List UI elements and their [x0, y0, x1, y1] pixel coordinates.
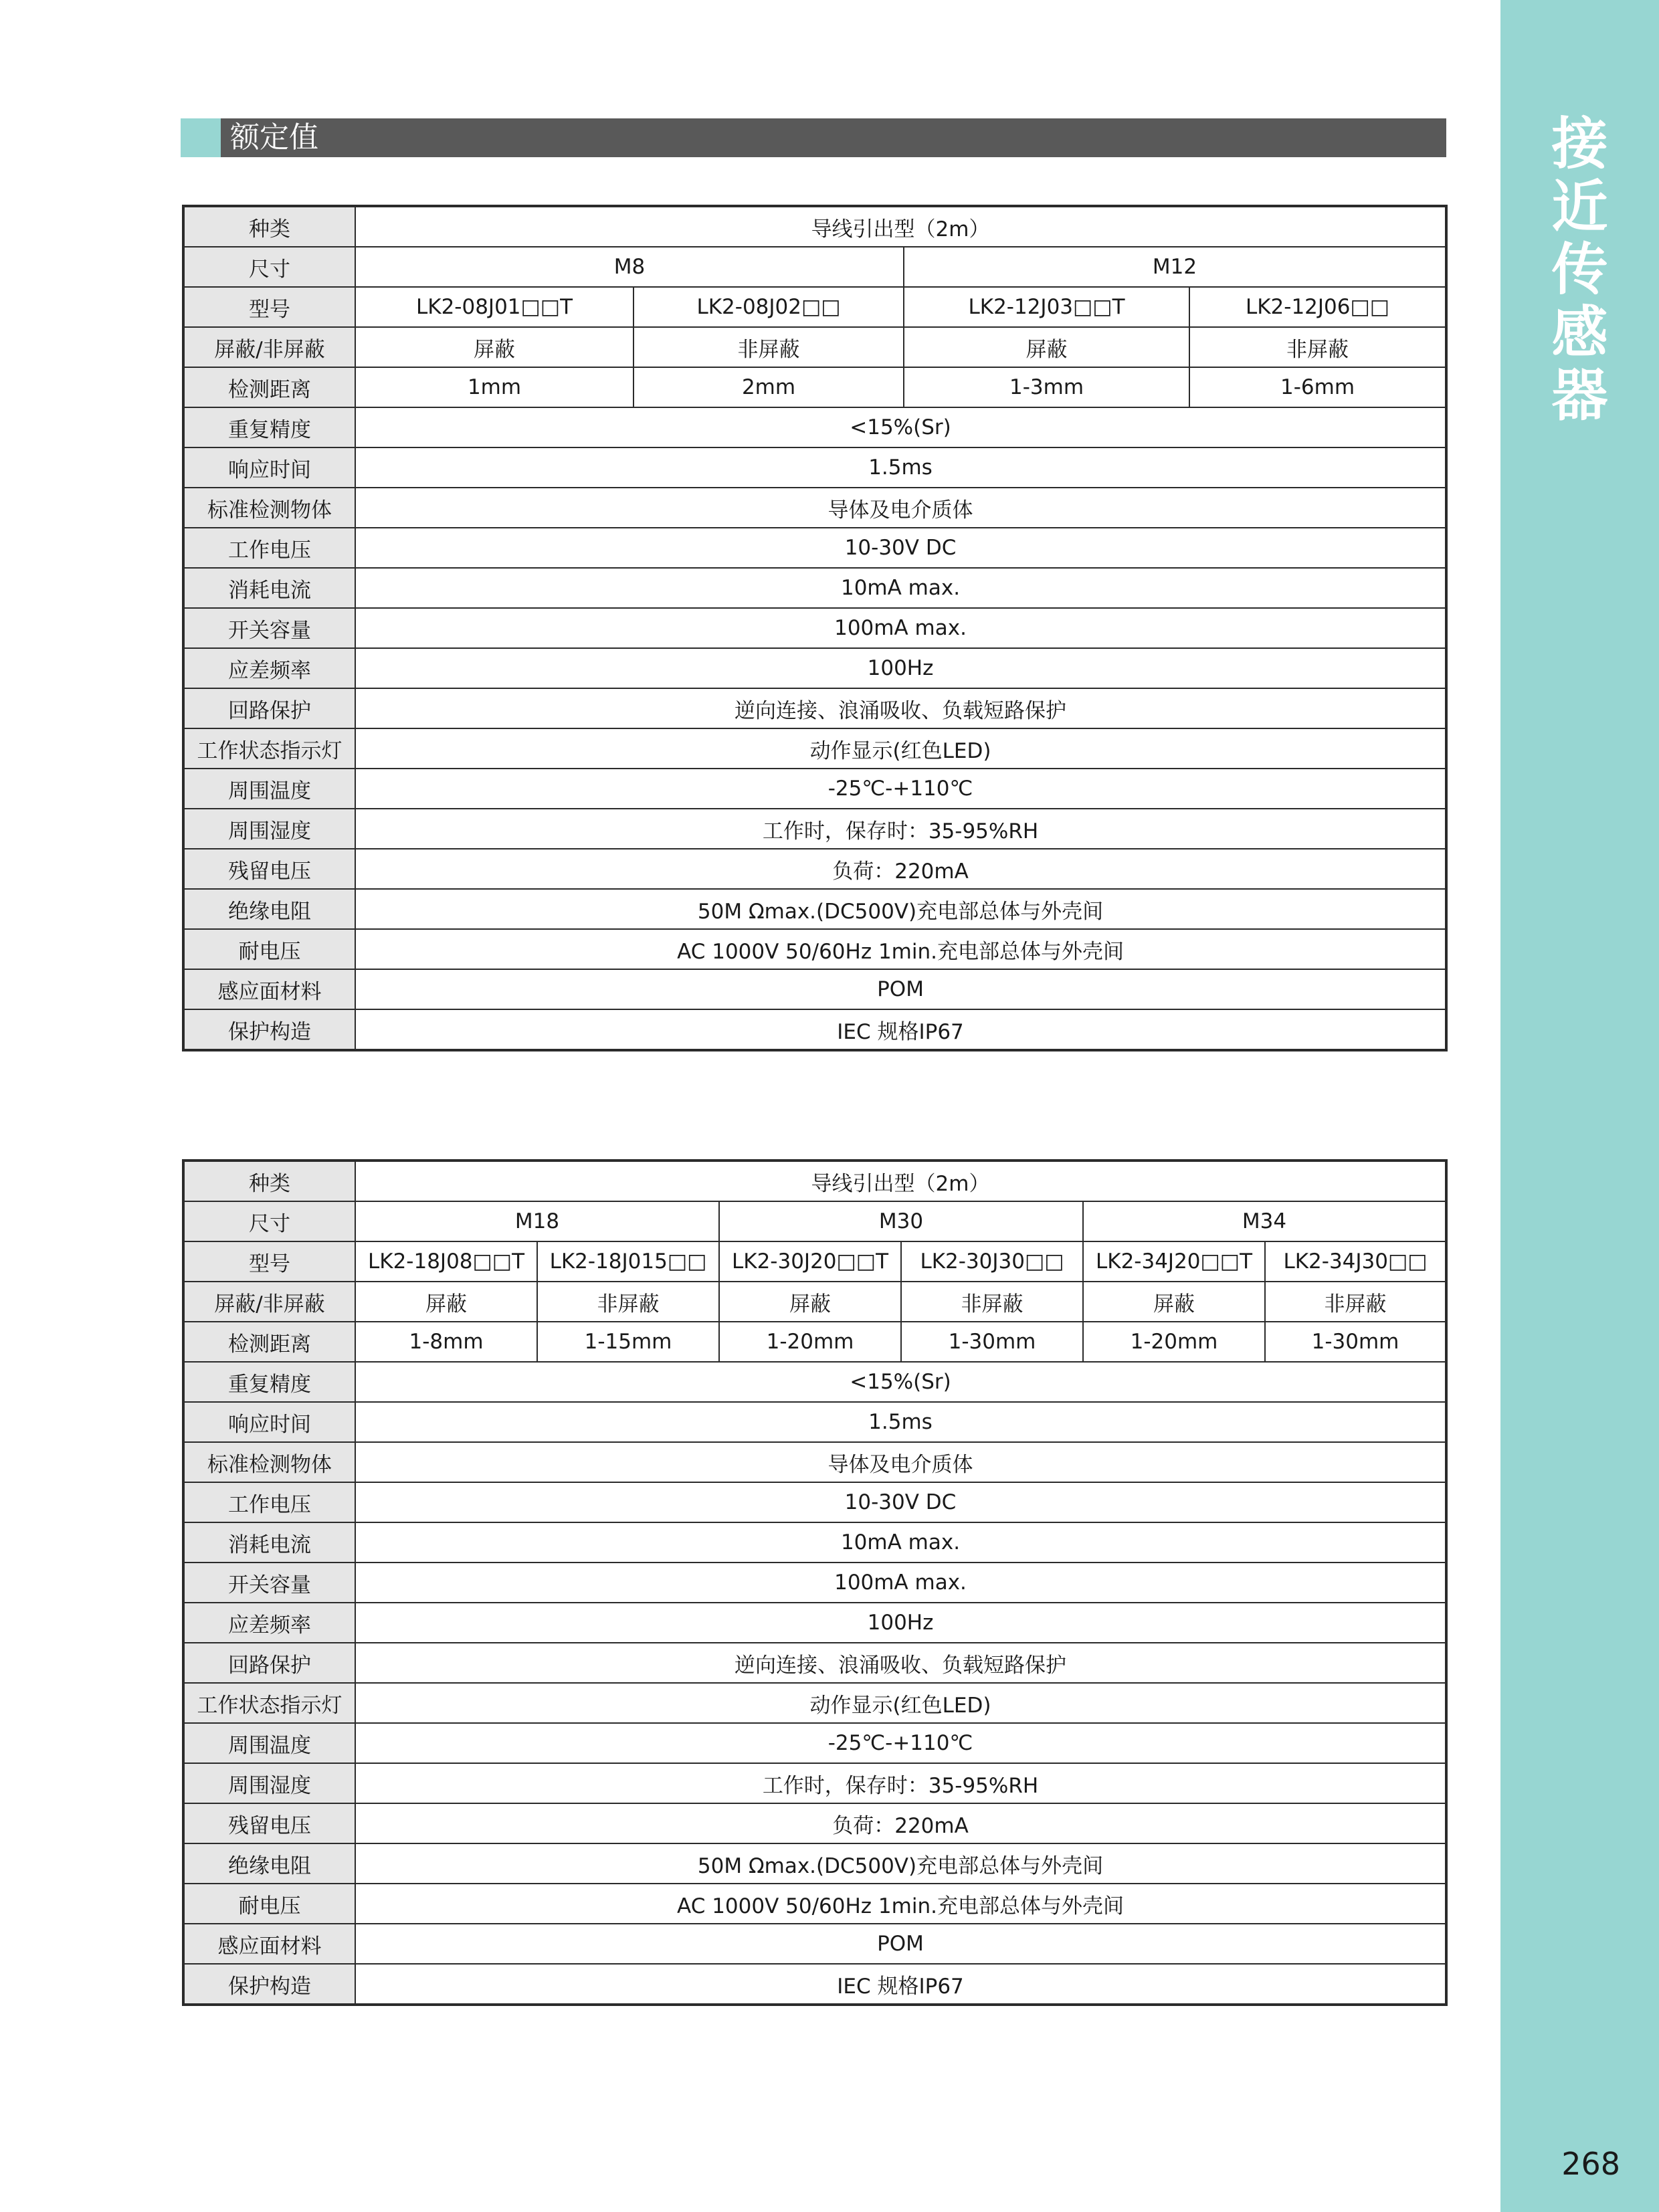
cell-distance: 1mm — [355, 367, 633, 407]
row-label: 感应面材料 — [183, 1924, 355, 1964]
row-label: 感应面材料 — [183, 969, 355, 1009]
row-label: 消耗电流 — [183, 568, 355, 608]
row-label: 应差频率 — [183, 648, 355, 688]
table-row — [183, 728, 1446, 769]
table-row — [183, 1522, 1446, 1563]
row-label: 绝缘电阻 — [183, 1843, 355, 1884]
row-label: 工作电压 — [183, 1482, 355, 1522]
row-label: 检测距离 — [183, 367, 355, 407]
table-row — [183, 287, 1446, 327]
table-row — [183, 648, 1446, 688]
table-row — [183, 688, 1446, 728]
cell-model: LK2-34J30□□ — [1265, 1241, 1446, 1282]
row-label: 尺寸 — [183, 247, 355, 287]
row-label: 重复精度 — [183, 1362, 355, 1402]
row-label: 种类 — [183, 206, 355, 247]
table-row — [183, 1362, 1446, 1402]
row-label: 响应时间 — [183, 447, 355, 488]
cell-size: M8 — [355, 247, 904, 287]
cell-shield: 屏蔽 — [1083, 1282, 1265, 1322]
row-label: 工作状态指示灯 — [183, 728, 355, 769]
table-row — [183, 488, 1446, 528]
table-row — [183, 809, 1446, 849]
row-label: 消耗电流 — [183, 1522, 355, 1563]
row-label: 标准检测物体 — [183, 1442, 355, 1482]
row-label: 响应时间 — [183, 1402, 355, 1442]
cell-value: <15%(Sr) — [355, 1362, 1446, 1402]
cell-distance: 1-3mm — [904, 367, 1189, 407]
cell-distance: 1-30mm — [1265, 1322, 1446, 1362]
cell-shield: 非屏蔽 — [1265, 1282, 1446, 1322]
row-label: 型号 — [183, 1241, 355, 1282]
row-label: 回路保护 — [183, 1643, 355, 1683]
cell-value: 1.5ms — [355, 447, 1446, 488]
row-label: 重复精度 — [183, 407, 355, 447]
side-title-char: 感 — [1551, 300, 1608, 365]
row-label: 周围湿度 — [183, 809, 355, 849]
table-row — [183, 1964, 1446, 2005]
table-row — [183, 247, 1446, 287]
cell-value: 导体及电介质体 — [355, 488, 1446, 528]
table-row — [183, 1161, 1446, 1201]
page-number: 268 — [1561, 2146, 1620, 2182]
cell-shield: 屏蔽 — [355, 1282, 537, 1322]
cell-model: LK2-34J20□□T — [1083, 1241, 1265, 1282]
table-row — [183, 1402, 1446, 1442]
cell-size: M12 — [904, 247, 1446, 287]
cell-value: AC 1000V 50/60Hz 1min.充电部总体与外壳间 — [355, 929, 1446, 969]
cell-distance: 1-15mm — [537, 1322, 719, 1362]
side-title-char: 接 — [1551, 111, 1608, 177]
cell-value: 10mA max. — [355, 568, 1446, 608]
row-label: 工作电压 — [183, 528, 355, 568]
cell-value: 逆向连接、浪涌吸收、负载短路保护 — [355, 688, 1446, 728]
table-row — [183, 1009, 1446, 1050]
table-row — [183, 1683, 1446, 1723]
cell-shield: 非屏蔽 — [633, 327, 904, 367]
row-label: 回路保护 — [183, 688, 355, 728]
table-row — [183, 206, 1446, 247]
table-row — [183, 1201, 1446, 1241]
row-label: 周围温度 — [183, 1723, 355, 1763]
cell-distance: 1-8mm — [355, 1322, 537, 1362]
table-row — [183, 1482, 1446, 1522]
row-label: 应差频率 — [183, 1603, 355, 1643]
cell-value: IEC 规格IP67 — [355, 1964, 1446, 2005]
cell-value: 负荷：220mA — [355, 1803, 1446, 1843]
cell-value: 10mA max. — [355, 1522, 1446, 1563]
cell-model: LK2-12J06□□ — [1189, 287, 1446, 327]
cell-value: 50M Ωmax.(DC500V)充电部总体与外壳间 — [355, 1843, 1446, 1884]
cell-distance: 1-30mm — [901, 1322, 1083, 1362]
cell-shield: 非屏蔽 — [901, 1282, 1083, 1322]
section-header — [181, 118, 1446, 157]
cell-distance: 1-20mm — [1083, 1322, 1265, 1362]
table-row — [183, 528, 1446, 568]
table-row — [183, 1763, 1446, 1803]
cell-size: M18 — [355, 1201, 719, 1241]
row-label: 周围温度 — [183, 769, 355, 809]
cell-distance: 2mm — [633, 367, 904, 407]
cell-value: 50M Ωmax.(DC500V)充电部总体与外壳间 — [355, 889, 1446, 929]
row-label: 保护构造 — [183, 1964, 355, 2005]
cell-value: 1.5ms — [355, 1402, 1446, 1442]
table-row — [183, 407, 1446, 447]
table-row — [183, 1282, 1446, 1322]
cell-value: IEC 规格IP67 — [355, 1009, 1446, 1050]
cell-shield: 非屏蔽 — [537, 1282, 719, 1322]
table-row — [183, 1843, 1446, 1884]
row-label: 型号 — [183, 287, 355, 327]
cell-value: 100Hz — [355, 1603, 1446, 1643]
cell-value: AC 1000V 50/60Hz 1min.充电部总体与外壳间 — [355, 1884, 1446, 1924]
cell-value: 导线引出型（2m） — [355, 206, 1446, 247]
cell-value: -25℃-+110℃ — [355, 769, 1446, 809]
cell-model: LK2-30J20□□T — [719, 1241, 901, 1282]
table-row — [183, 849, 1446, 889]
table-row — [183, 1803, 1446, 1843]
row-label: 标准检测物体 — [183, 488, 355, 528]
row-label: 屏蔽/非屏蔽 — [183, 327, 355, 367]
cell-value: 100Hz — [355, 648, 1446, 688]
cell-distance: 1-20mm — [719, 1322, 901, 1362]
table-row — [183, 1563, 1446, 1603]
row-label: 开关容量 — [183, 1563, 355, 1603]
table-row — [183, 1723, 1446, 1763]
side-title-char: 器 — [1551, 363, 1608, 428]
cell-model: LK2-30J30□□ — [901, 1241, 1083, 1282]
row-label: 工作状态指示灯 — [183, 1683, 355, 1723]
table-row — [183, 1924, 1446, 1964]
cell-size: M30 — [719, 1201, 1083, 1241]
table-row — [183, 367, 1446, 407]
spec-table-m18-m34 — [182, 1159, 1448, 2006]
row-label: 耐电压 — [183, 1884, 355, 1924]
cell-value: 动作显示(红色LED) — [355, 728, 1446, 769]
row-label: 屏蔽/非屏蔽 — [183, 1282, 355, 1322]
table-row — [183, 1884, 1446, 1924]
row-label: 开关容量 — [183, 608, 355, 648]
table-row — [183, 1241, 1446, 1282]
side-title — [1500, 112, 1659, 427]
table-row — [183, 889, 1446, 929]
table-row — [183, 929, 1446, 969]
row-label: 绝缘电阻 — [183, 889, 355, 929]
section-accent — [181, 118, 221, 157]
table-row — [183, 1322, 1446, 1362]
cell-value: 10-30V DC — [355, 528, 1446, 568]
table-row — [183, 568, 1446, 608]
cell-value: POM — [355, 1924, 1446, 1964]
cell-value: POM — [355, 969, 1446, 1009]
table-row — [183, 1603, 1446, 1643]
cell-value: 逆向连接、浪涌吸收、负载短路保护 — [355, 1643, 1446, 1683]
table-row — [183, 1442, 1446, 1482]
cell-value: 工作时，保存时：35-95%RH — [355, 1763, 1446, 1803]
row-label: 耐电压 — [183, 929, 355, 969]
cell-value: 100mA max. — [355, 608, 1446, 648]
cell-value: 导线引出型（2m） — [355, 1161, 1446, 1201]
cell-value: <15%(Sr) — [355, 407, 1446, 447]
section-title: 额定值 — [221, 118, 1446, 157]
cell-value: 100mA max. — [355, 1563, 1446, 1603]
table-row — [183, 608, 1446, 648]
cell-value: 动作显示(红色LED) — [355, 1683, 1446, 1723]
row-label: 尺寸 — [183, 1201, 355, 1241]
table-row — [183, 447, 1446, 488]
row-label: 检测距离 — [183, 1322, 355, 1362]
cell-model: LK2-08J02□□ — [633, 287, 904, 327]
cell-value: 负荷：220mA — [355, 849, 1446, 889]
row-label: 残留电压 — [183, 1803, 355, 1843]
cell-shield: 屏蔽 — [719, 1282, 901, 1322]
row-label: 周围湿度 — [183, 1763, 355, 1803]
side-title-char: 近 — [1551, 174, 1608, 239]
cell-model: LK2-12J03□□T — [904, 287, 1189, 327]
spec-table-m8-m12 — [182, 205, 1448, 1051]
table-row — [183, 969, 1446, 1009]
cell-value: 工作时，保存时：35-95%RH — [355, 809, 1446, 849]
cell-model: LK2-18J015□□ — [537, 1241, 719, 1282]
table-row — [183, 769, 1446, 809]
side-title-char: 传 — [1551, 237, 1608, 302]
cell-size: M34 — [1083, 1201, 1446, 1241]
cell-value: -25℃-+110℃ — [355, 1723, 1446, 1763]
table-row — [183, 1643, 1446, 1683]
row-label: 保护构造 — [183, 1009, 355, 1050]
cell-shield: 屏蔽 — [355, 327, 633, 367]
cell-value: 导体及电介质体 — [355, 1442, 1446, 1482]
table-row — [183, 327, 1446, 367]
cell-shield: 屏蔽 — [904, 327, 1189, 367]
cell-model: LK2-08J01□□T — [355, 287, 633, 327]
cell-value: 10-30V DC — [355, 1482, 1446, 1522]
row-label: 残留电压 — [183, 849, 355, 889]
cell-distance: 1-6mm — [1189, 367, 1446, 407]
cell-shield: 非屏蔽 — [1189, 327, 1446, 367]
row-label: 种类 — [183, 1161, 355, 1201]
cell-model: LK2-18J08□□T — [355, 1241, 537, 1282]
